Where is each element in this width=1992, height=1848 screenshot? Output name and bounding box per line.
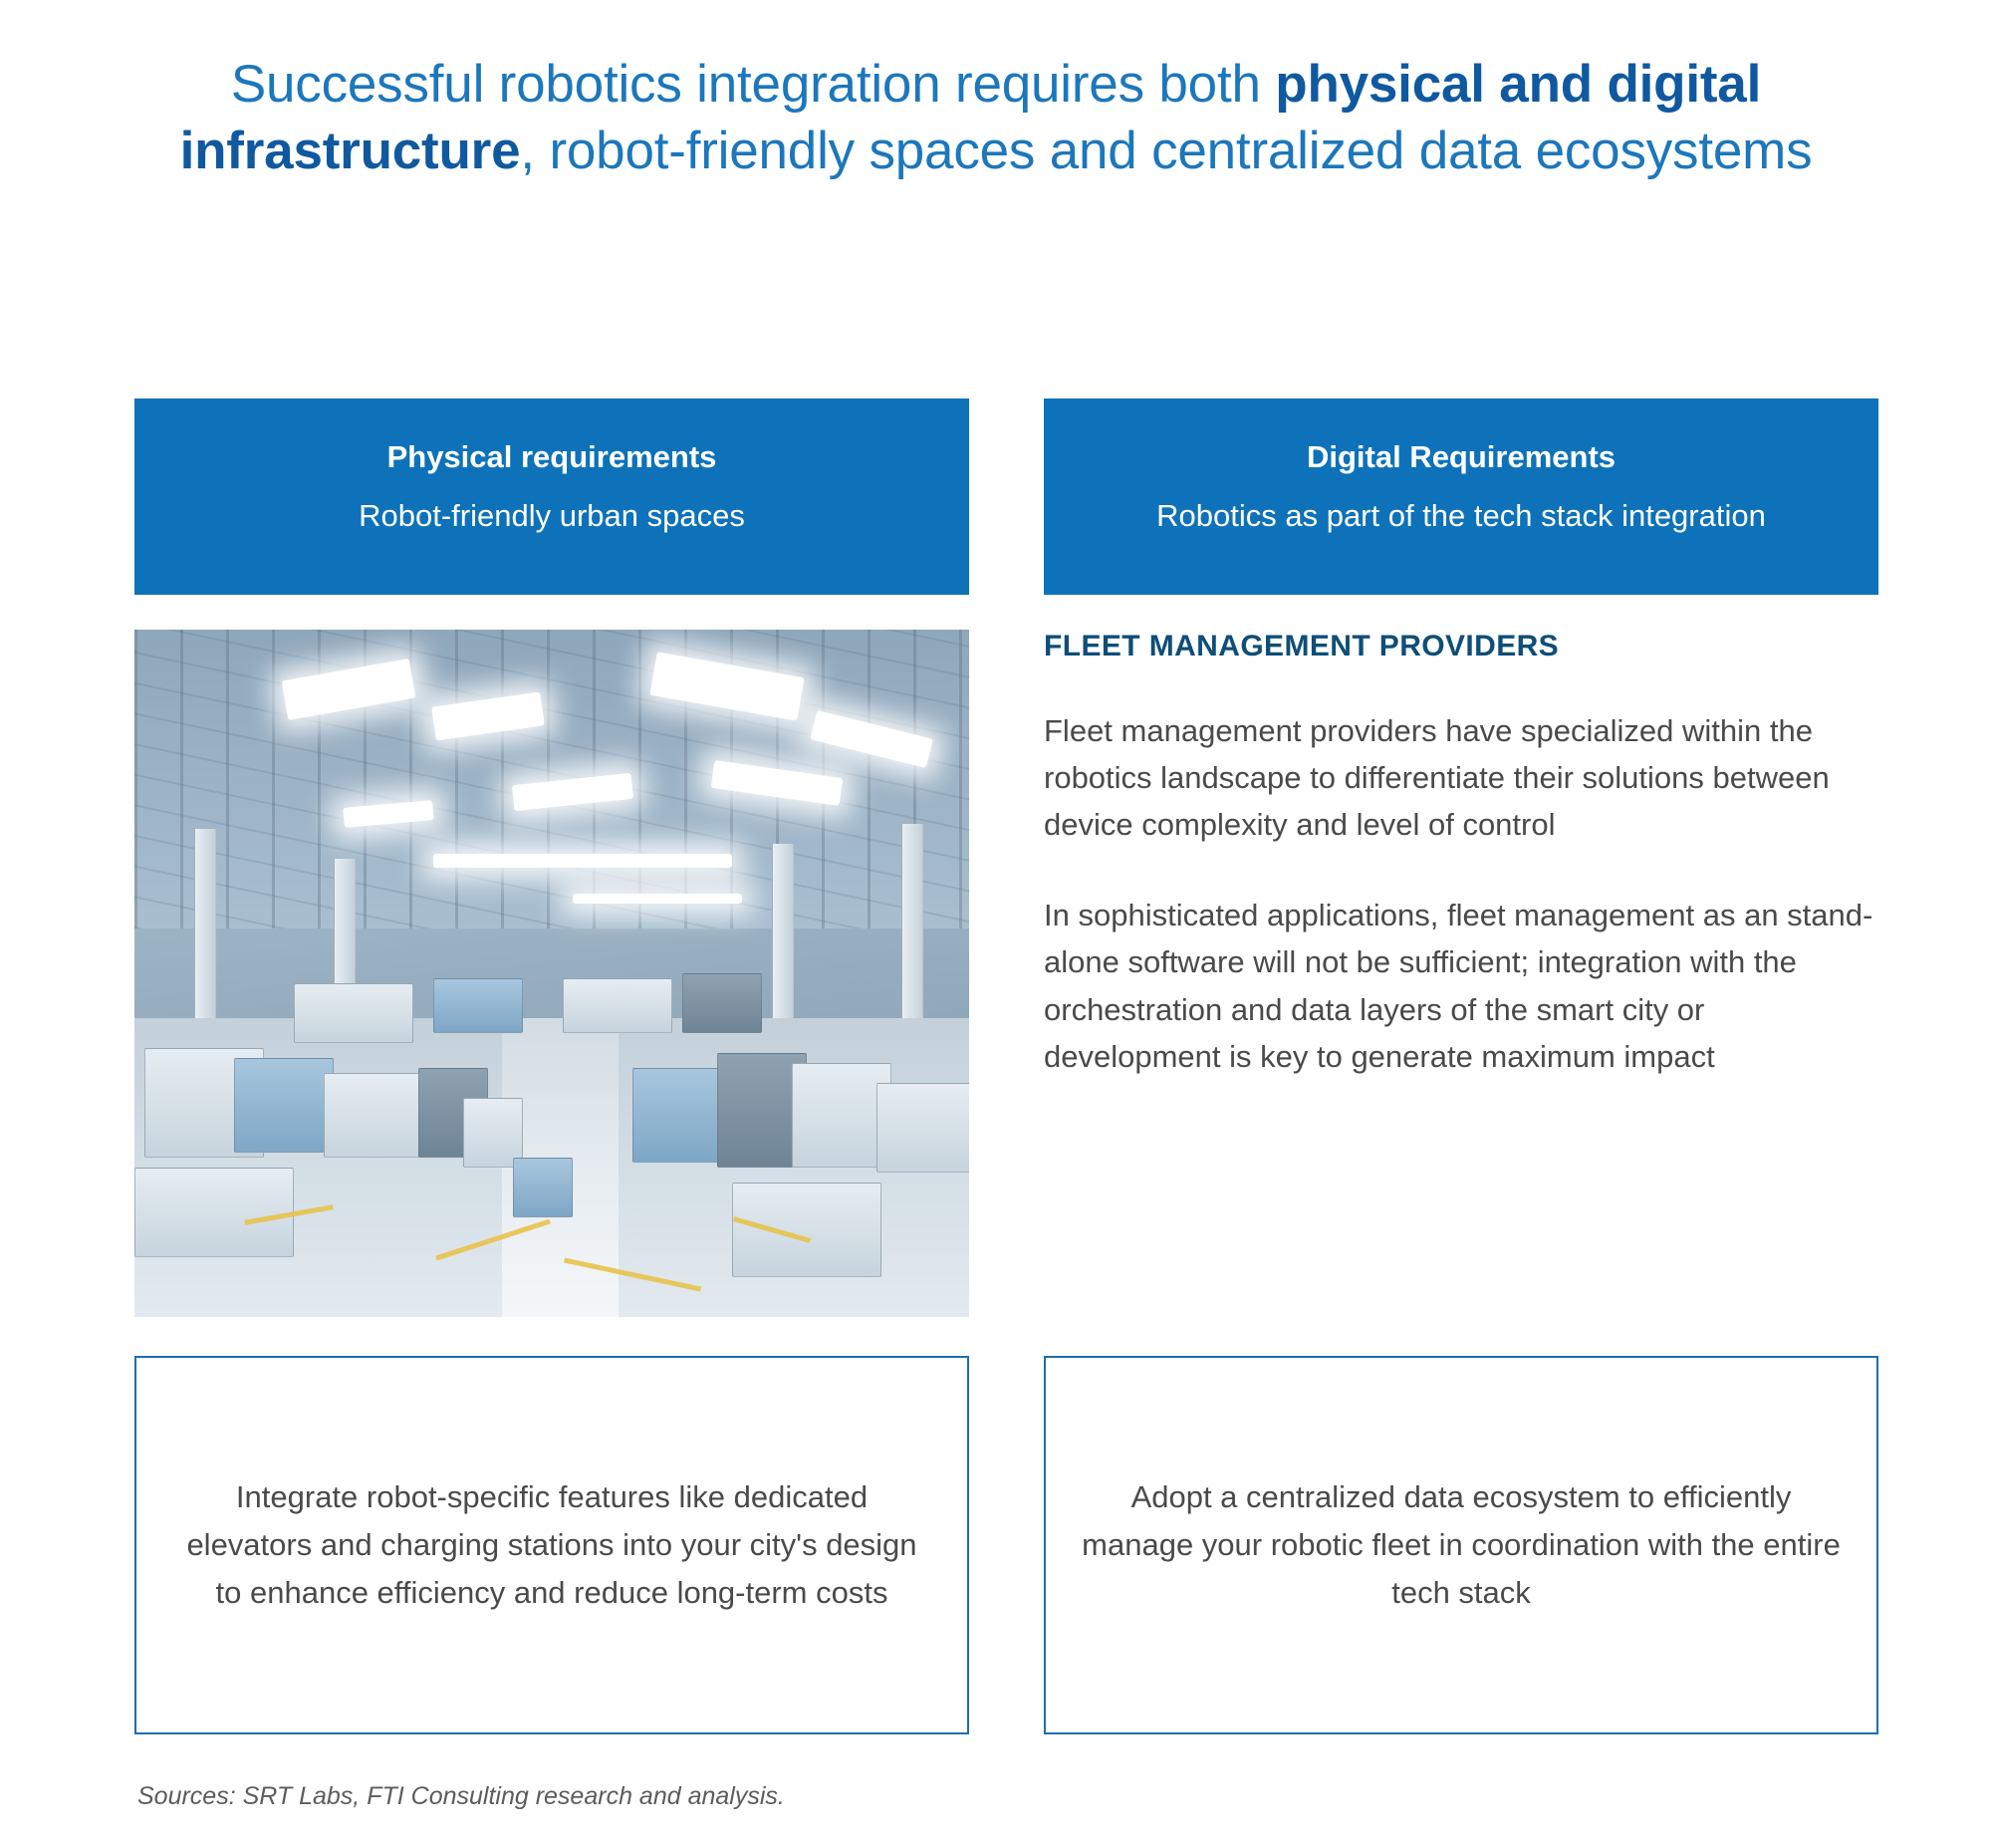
fleet-management-paragraph-1: Fleet management providers have specialized within the robotics landscape to differentiate their solutions between device complexity and level of control	[1044, 713, 1830, 843]
digital-requirements-callout	[1044, 1356, 1878, 1734]
digital-requirements-body	[1044, 630, 1878, 1080]
machine-unit	[632, 1068, 722, 1163]
machine-unit	[234, 1058, 334, 1153]
machine-unit	[732, 1183, 881, 1277]
digital-requirements-callout-text: Adopt a centralized data ecosystem to efficiently manage your robotic fleet in coordination with the entire tech stack	[1082, 1478, 1841, 1611]
fleet-management-label: FLEET MANAGEMENT PROVIDERS	[1044, 630, 1560, 662]
machine-unit	[563, 978, 672, 1033]
page-title-part2: , robot-friendly spaces and centralized data ecosystems	[520, 121, 1813, 180]
page-title	[129, 52, 1863, 185]
machine-unit	[324, 1073, 433, 1158]
physical-requirements-header-subtitle: Robot-friendly urban spaces	[359, 498, 745, 534]
machine-unit	[134, 1168, 294, 1257]
digital-requirements-header-subtitle: Robotics as part of the tech stack integration	[1156, 498, 1766, 534]
sources-note: Sources: SRT Labs, FTI Consulting research and analysis.	[137, 1782, 785, 1810]
physical-requirements-column	[134, 398, 969, 1317]
physical-requirements-header-title: Physical requirements	[386, 439, 717, 474]
machine-unit	[876, 1083, 969, 1173]
machine-unit	[513, 1158, 573, 1217]
physical-requirements-callout-text: Integrate robot-specific features like dedicated elevators and charging stations into your city's design to enhance efficiency and reduce long-term costs	[186, 1478, 917, 1611]
physical-requirements-callout	[134, 1356, 969, 1734]
ceiling-structure	[134, 630, 969, 928]
machine-unit	[294, 983, 413, 1043]
digital-requirements-column	[1044, 398, 1878, 1124]
ceiling-lamp	[573, 894, 742, 904]
digital-requirements-header	[1044, 398, 1878, 595]
page-title-bold: physical and digital infrastructure	[179, 55, 1762, 180]
digital-requirements-header-title: Digital Requirements	[1306, 439, 1617, 474]
ceiling-lamp	[433, 854, 732, 868]
physical-requirements-header	[134, 398, 969, 595]
machine-unit	[682, 973, 762, 1033]
factory-floor-image	[134, 630, 969, 1317]
page-title-part1: Successful robotics integration requires both	[230, 55, 1276, 114]
fleet-management-paragraph-2: In sophisticated applications, fleet management as an stand-alone software will not be sufficient; integration with the orchestration and data layers of the smart city or development is key to generate maximum impact	[1044, 898, 1873, 1074]
machine-unit	[433, 978, 523, 1033]
